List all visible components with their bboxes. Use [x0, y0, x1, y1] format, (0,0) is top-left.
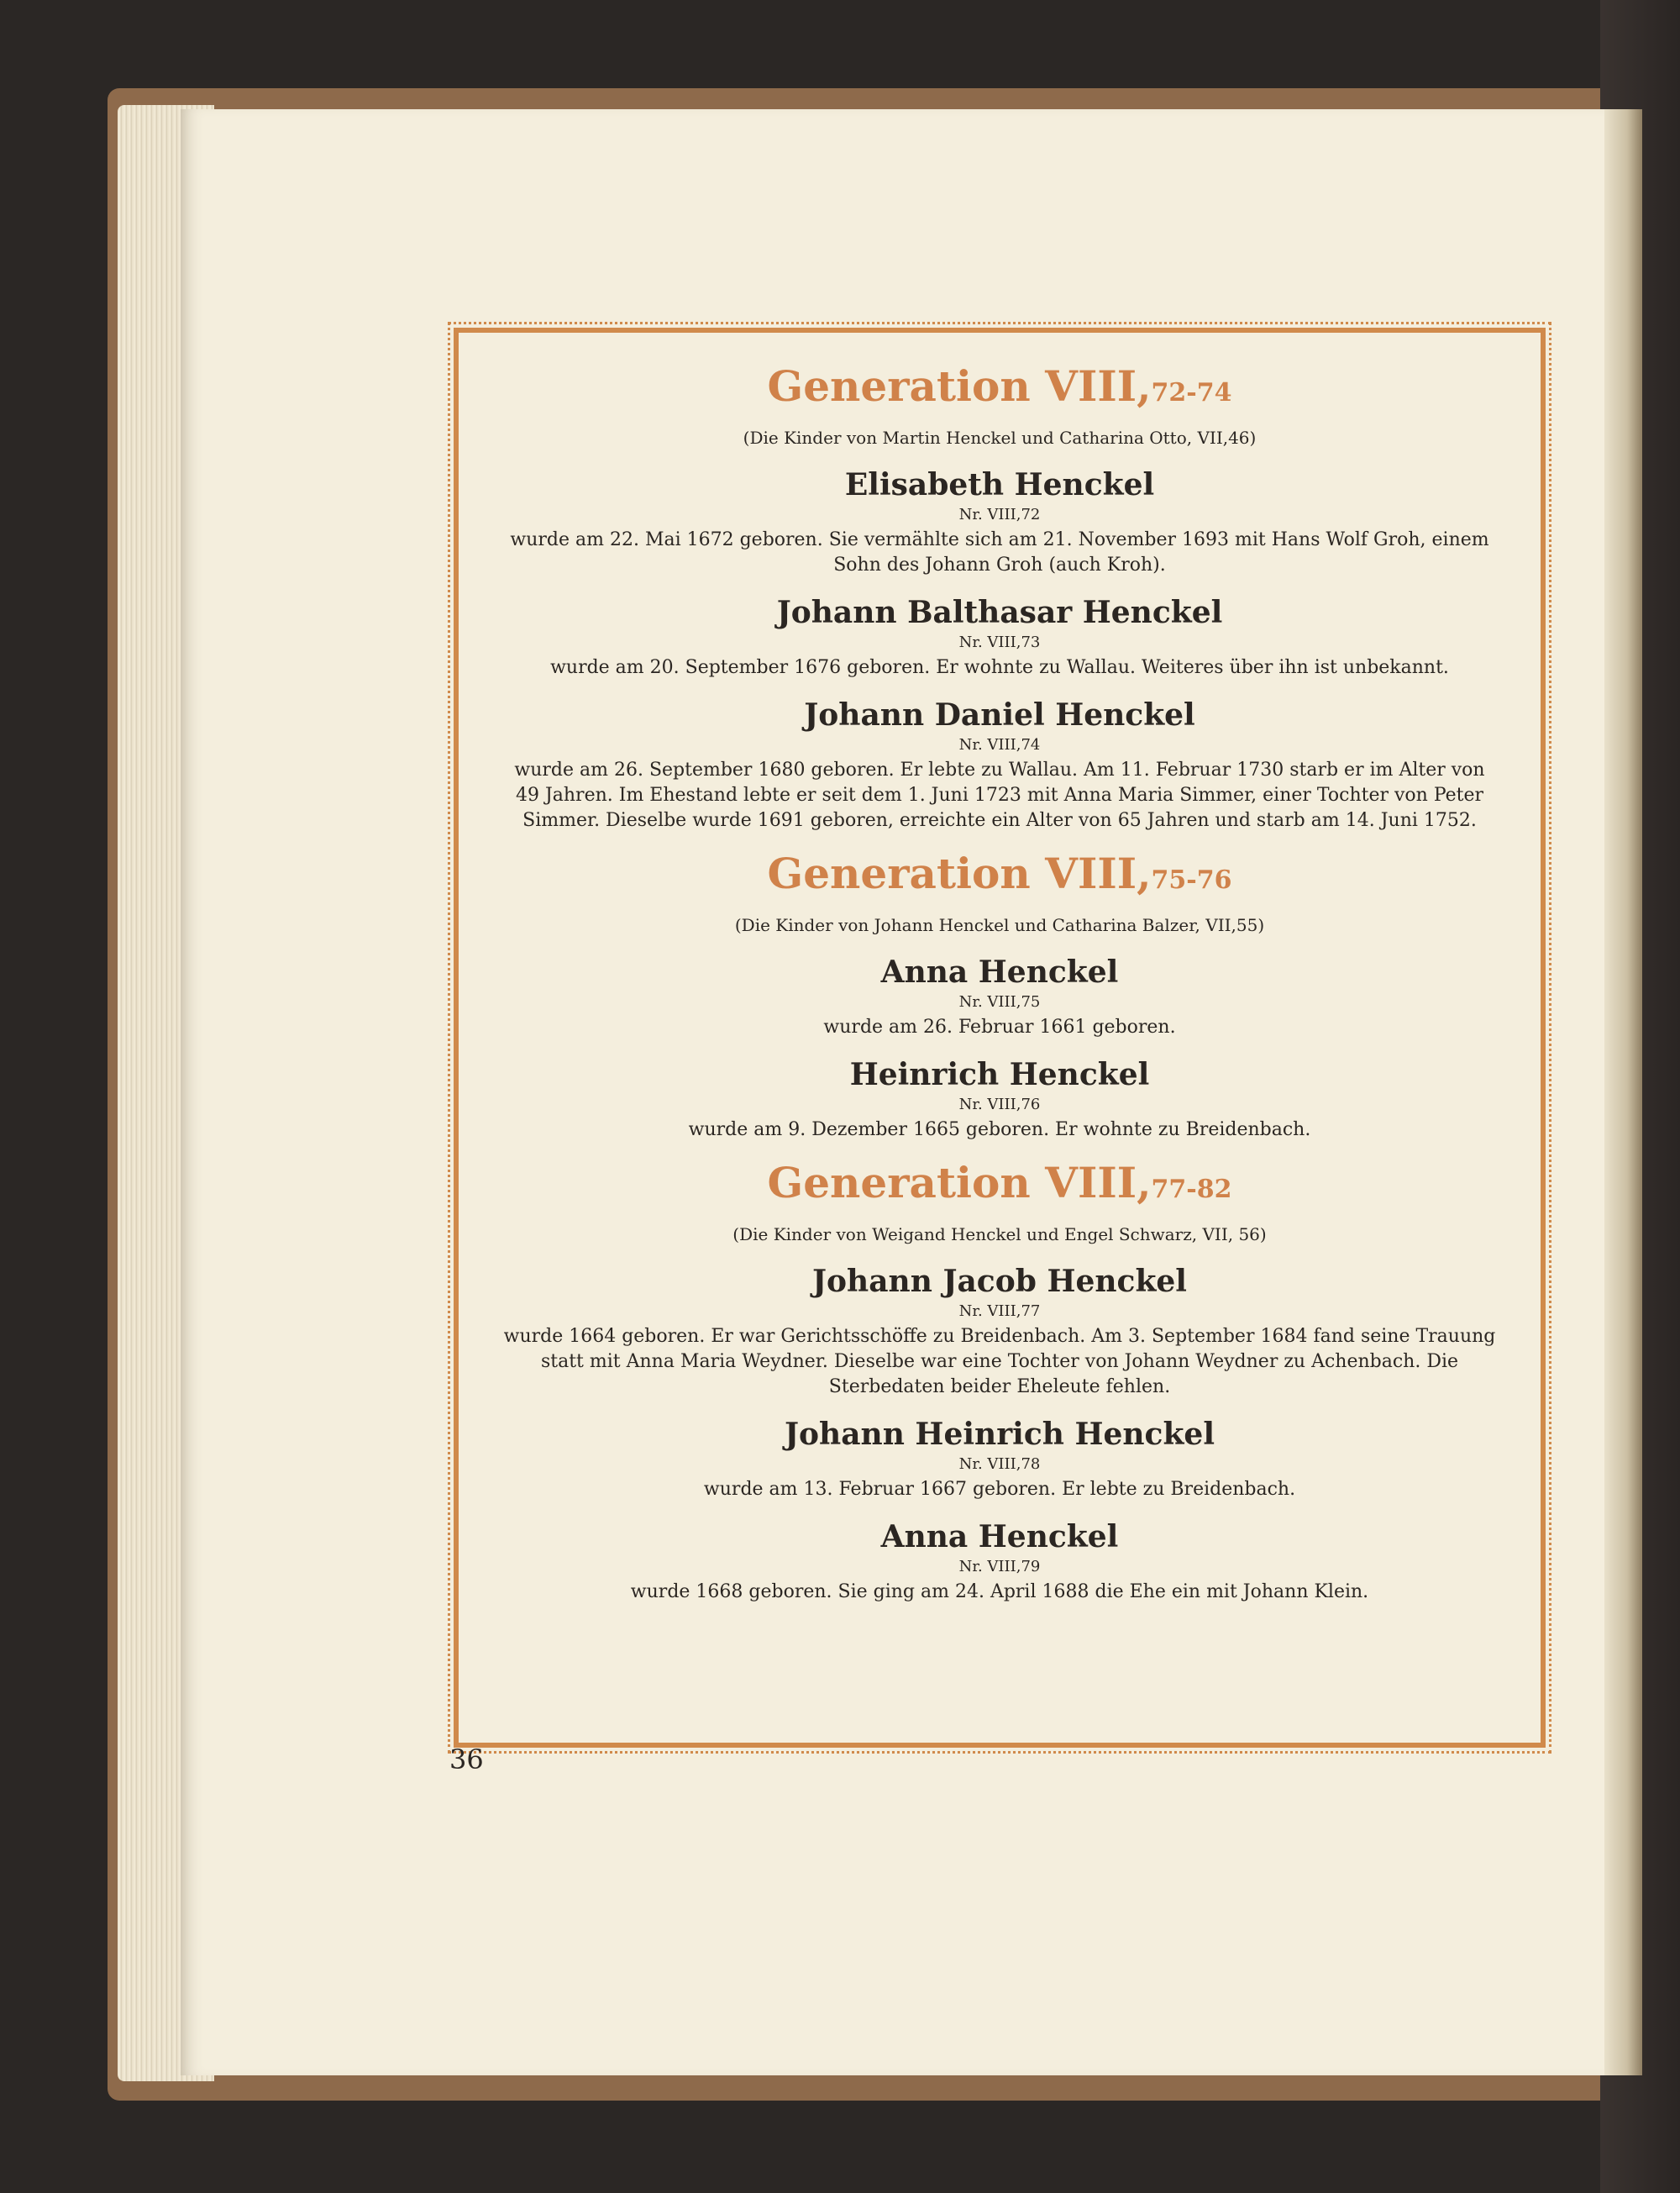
generation-parents: (Die Kinder von Johann Henckel und Catharina Balzer, VII,55) — [734, 915, 1265, 935]
generation-parents: (Die Kinder von Weigand Henckel und Engel Schwarz, VII, 56) — [732, 1224, 1267, 1244]
generation-heading: Generation VIII,72-74 — [767, 361, 1232, 411]
person-biography: wurde 1664 geboren. Er war Gerichtsschöffe zu Breidenbach. Am 3. September 1684 fand seine Trauung statt mit Anna Maria Weydner. Dieselbe war eine Tochter von Johann Weydner zu Achenbach. Die Sterbedaten beider Eheleute fehlen. — [503, 1326, 1496, 1397]
person-entry — [491, 465, 1508, 578]
person-number: Nr. VIII,72 — [958, 506, 1041, 523]
person-name: Anna Henckel — [880, 955, 1119, 990]
generation-heading: Generation VIII,77-82 — [767, 1158, 1232, 1207]
person-name: Elisabeth Henckel — [844, 467, 1155, 502]
generation-heading: Generation VIII,75-76 — [767, 849, 1232, 898]
person-entry — [491, 696, 1508, 834]
person-number: Nr. VIII,77 — [958, 1302, 1041, 1320]
person-biography: wurde 1668 geboren. Sie ging am 24. April 1688 die Ehe ein mit Johann Klein. — [630, 1581, 1369, 1602]
person-name: Johann Jacob Henckel — [812, 1264, 1187, 1299]
person-entry — [491, 1415, 1508, 1502]
generation-parents: (Die Kinder von Martin Henckel und Catharina Otto, VII,46) — [743, 428, 1257, 448]
person-number: Nr. VIII,78 — [958, 1455, 1041, 1473]
person-biography: wurde am 26. September 1680 geboren. Er lebte zu Wallau. Am 11. Februar 1730 starb er im Alter von 49 Jahren. Im Ehestand lebte er seit dem 1. Juni 1723 mit Anna Maria Simmer, einer Tochter von Peter Simmer. Dieselbe wurde 1691 geboren, erreichte ein Alter von 65 Jahren und starb am 14. Juni 1752. — [514, 760, 1485, 831]
person-entry — [491, 1055, 1508, 1143]
person-entry — [491, 593, 1508, 681]
person-number: Nr. VIII,79 — [958, 1558, 1041, 1575]
person-number: Nr. VIII,73 — [958, 634, 1041, 651]
person-biography: wurde am 22. Mai 1672 geboren. Sie vermählte sich am 21. November 1693 mit Hans Wolf Groh, einem Sohn des Johann Groh (auch Kroh). — [510, 529, 1489, 576]
person-name: Johann Balthasar Henckel — [776, 595, 1223, 630]
person-number: Nr. VIII,74 — [958, 736, 1041, 754]
person-biography: wurde am 26. Februar 1661 geboren. — [823, 1017, 1176, 1038]
generation-range: 77-82 — [1151, 1175, 1232, 1204]
generation-section — [491, 1158, 1508, 1605]
page-gutter — [1604, 109, 1642, 2075]
generation-section — [491, 849, 1508, 1143]
person-entry — [491, 953, 1508, 1040]
person-number: Nr. VIII,75 — [958, 993, 1041, 1011]
person-biography: wurde am 20. September 1676 geboren. Er wohnte zu Wallau. Weiteres über ihn ist unbekannt. — [550, 657, 1449, 678]
generation-range: 72-74 — [1151, 378, 1232, 408]
person-biography: wurde am 9. Dezember 1665 geboren. Er wohnte zu Breidenbach. — [688, 1119, 1311, 1140]
generation-range: 75-76 — [1151, 865, 1232, 895]
person-number: Nr. VIII,76 — [958, 1096, 1041, 1113]
person-name: Johann Heinrich Henckel — [785, 1417, 1215, 1452]
person-entry — [491, 1262, 1508, 1400]
page-content — [491, 361, 1508, 1689]
person-name: Johann Daniel Henckel — [804, 697, 1195, 733]
page-number: 36 — [449, 1743, 484, 1775]
person-entry — [491, 1517, 1508, 1605]
person-name: Heinrich Henckel — [849, 1057, 1150, 1092]
person-biography: wurde am 13. Februar 1667 geboren. Er lebte zu Breidenbach. — [703, 1479, 1296, 1500]
generation-section — [491, 361, 1508, 834]
person-name: Anna Henckel — [880, 1519, 1119, 1554]
